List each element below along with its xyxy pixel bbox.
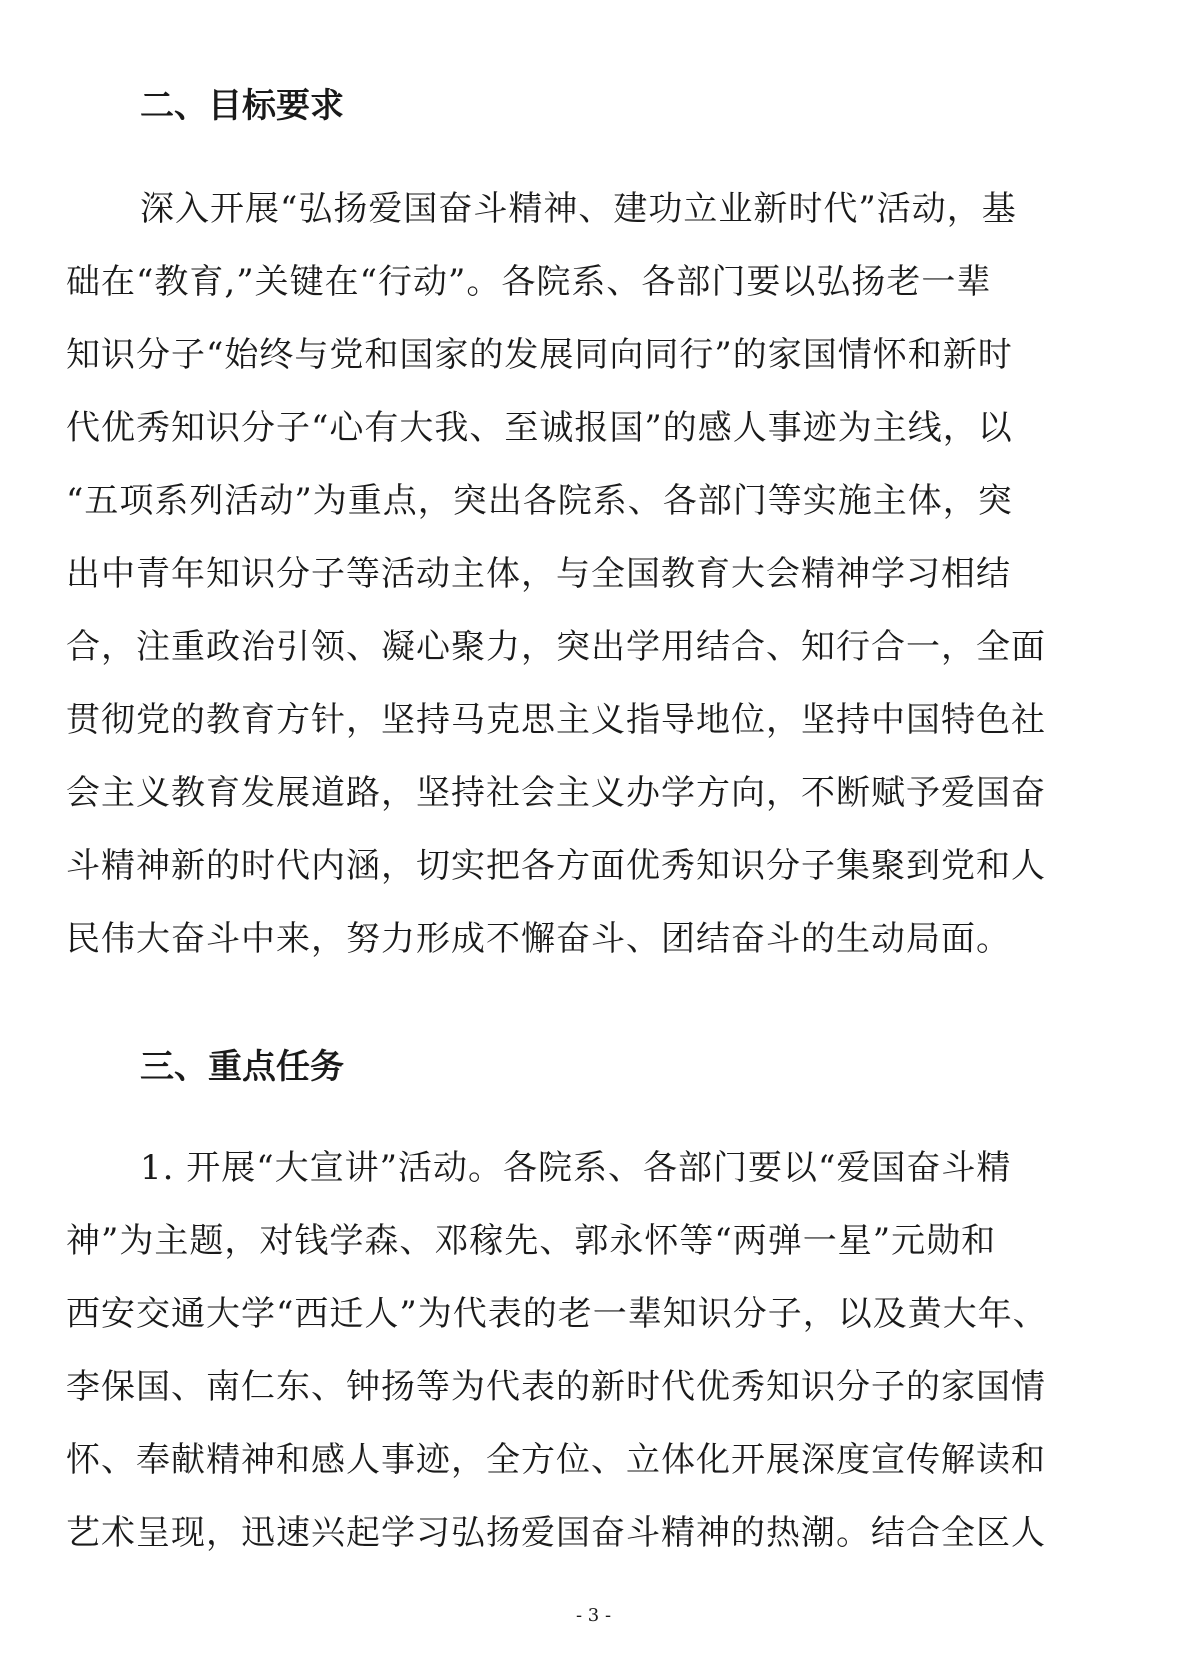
text-line: 西安交通大学“西迁人”为代表的老一辈知识分子，以及黄大年、 bbox=[66, 1294, 1048, 1334]
section-heading-key-tasks: 三、重点任务 bbox=[140, 1047, 344, 1087]
text-line: 深入开展“弘扬爱国奋斗精神、建功立业新时代”活动，基 bbox=[140, 189, 1017, 229]
text-line: “五项系列活动”为重点，突出各院系、各部门等实施主体，突 bbox=[66, 481, 1013, 521]
text-line: 神”为主题，对钱学森、邓稼先、郭永怀等“两弹一星”元勋和 bbox=[66, 1221, 997, 1261]
text-line: 代优秀知识分子“心有大我、至诚报国”的感人事迹为主线，以 bbox=[66, 408, 1013, 448]
text-line: 斗精神新的时代内涵，切实把各方面优秀知识分子集聚到党和人 bbox=[66, 846, 1046, 886]
text-line: 民伟大奋斗中来，努力形成不懈奋斗、团结奋斗的生动局面。 bbox=[66, 919, 1011, 959]
section-heading-goals: 二、目标要求 bbox=[140, 86, 344, 126]
text-line: 知识分子“始终与党和国家的发展同向同行”的家国情怀和新时 bbox=[66, 335, 1013, 375]
text-line: 贯彻党的教育方针，坚持马克思主义指导地位，坚持中国特色社 bbox=[66, 700, 1046, 740]
text-line: 础在“教育,”关键在“行动”。各院系、各部门要以弘扬老一辈 bbox=[66, 262, 992, 302]
text-line: 艺术呈现，迅速兴起学习弘扬爱国奋斗精神的热潮。结合全区人 bbox=[66, 1513, 1046, 1553]
text-line: 怀、奉献精神和感人事迹，全方位、立体化开展深度宣传解读和 bbox=[66, 1440, 1046, 1480]
text-line: 出中青年知识分子等活动主体，与全国教育大会精神学习相结 bbox=[66, 554, 1011, 594]
text-line: 会主义教育发展道路，坚持社会主义办学方向，不断赋予爱国奋 bbox=[66, 773, 1046, 813]
paragraph-goals bbox=[66, 173, 1126, 976]
page-number: - 3 - bbox=[575, 1605, 612, 1626]
paragraph-key-tasks bbox=[66, 1132, 1126, 1570]
text-line: 合，注重政治引领、凝心聚力，突出学用结合、知行合一，全面 bbox=[66, 627, 1046, 667]
text-line: 李保国、南仁东、钟扬等为代表的新时代优秀知识分子的家国情 bbox=[66, 1367, 1046, 1407]
text-line: 1. 开展“大宣讲”活动。各院系、各部门要以“爱国奋斗精 bbox=[140, 1148, 1012, 1188]
